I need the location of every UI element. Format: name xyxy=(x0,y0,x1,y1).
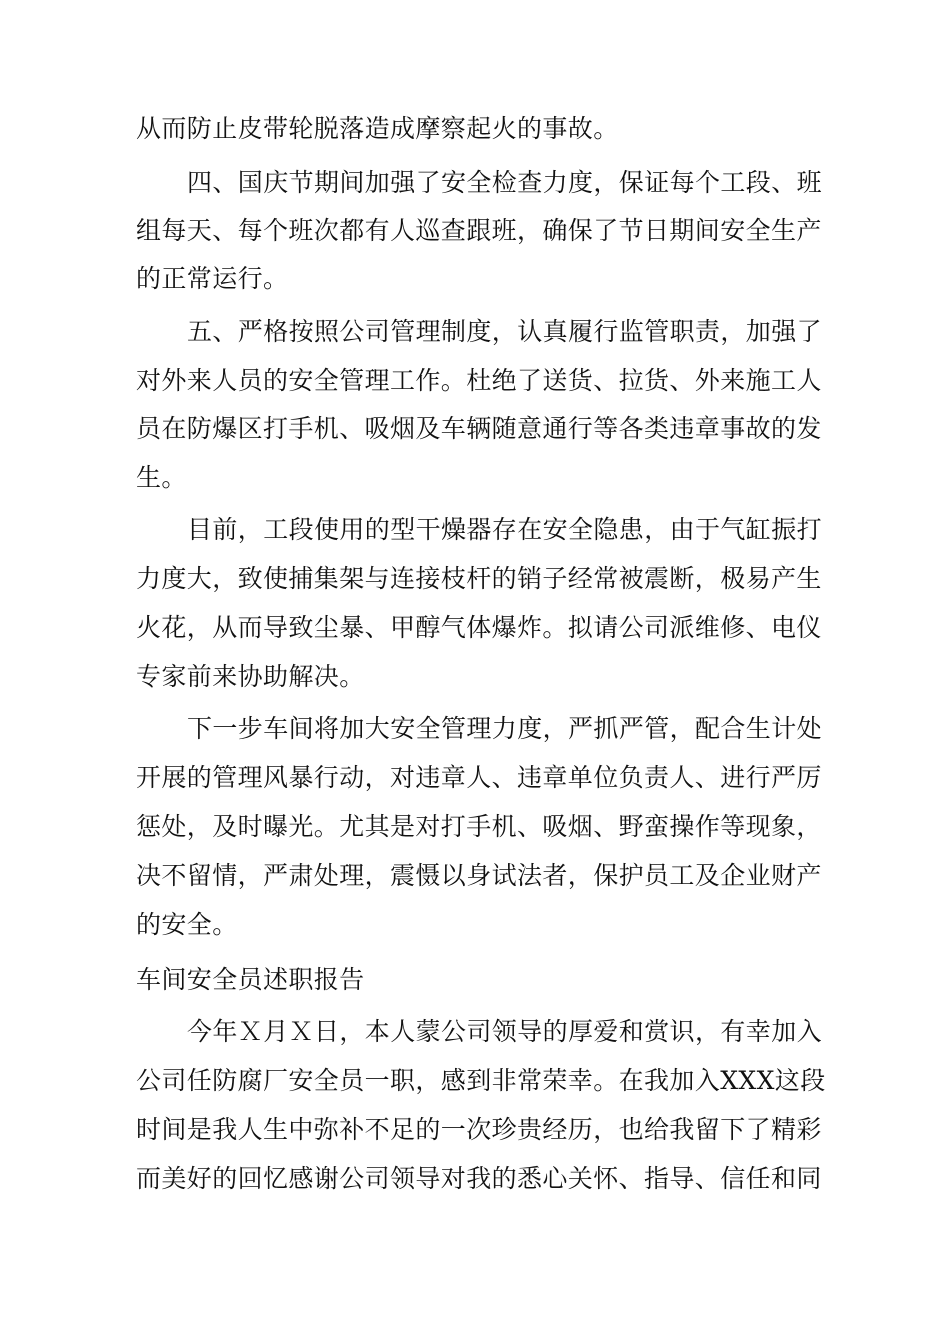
report-first-line: 今年Ｘ月Ｘ日，本人蒙公司领导的厚爱和赏识，有幸加入 xyxy=(187,1017,823,1046)
body-text-line: 力度大，致使捕集架与连接枝杆的销子经常被震断，极易产生 xyxy=(136,564,822,593)
body-text-line: 的安全。 xyxy=(136,910,238,939)
body-text-line: 专家前来协助解决。 xyxy=(136,662,365,691)
body-text-line: 对外来人员的安全管理工作。杜绝了送货、拉货、外来施工人 xyxy=(136,366,822,395)
body-text-line: 组每天、每个班次都有人巡查跟班，确保了节日期间安全生产 xyxy=(136,216,822,245)
body-text-line: 公司任防腐厂安全员一职，感到非常荣幸。在我加入XXX这段 xyxy=(136,1066,826,1095)
body-text-line: 员在防爆区打手机、吸烟及车辆随意通行等各类违章事故的发 xyxy=(136,414,822,443)
next-step-first-line: 下一步车间将加大安全管理力度，严抓严管，配合生计处 xyxy=(187,714,823,743)
section-heading: 车间安全员述职报告 xyxy=(136,965,365,994)
body-text-line: 火花，从而导致尘暴、甲醇气体爆炸。拟请公司派维修、电仪 xyxy=(136,613,822,642)
body-text-line: 决不留情，严肃处理，震慑以身试法者，保护员工及企业财产 xyxy=(136,861,822,890)
body-text-line: 的正常运行。 xyxy=(136,264,289,293)
body-text-line: 生。 xyxy=(136,463,187,492)
body-text-line: 惩处，及时曝光。尤其是对打手机、吸烟、野蛮操作等现象， xyxy=(136,812,822,841)
body-text-line: 开展的管理风暴行动，对违章人、违章单位负责人、进行严厉 xyxy=(136,763,822,792)
section-four-first-line: 四、国庆节期间加强了安全检查力度，保证每个工段、班 xyxy=(187,168,823,197)
body-text-line: 从而防止皮带轮脱落造成摩察起火的事故。 xyxy=(136,114,619,143)
body-text-line: 时间是我人生中弥补不足的一次珍贵经历，也给我留下了精彩 xyxy=(136,1115,822,1144)
current-issue-first-line: 目前，工段使用的型干燥器存在安全隐患，由于气缸振打 xyxy=(187,515,823,544)
body-text-line: 而美好的回忆感谢公司领导对我的悉心关怀、指导、信任和同 xyxy=(136,1164,822,1193)
section-five-first-line: 五、严格按照公司管理制度，认真履行监管职责，加强了 xyxy=(187,317,823,346)
